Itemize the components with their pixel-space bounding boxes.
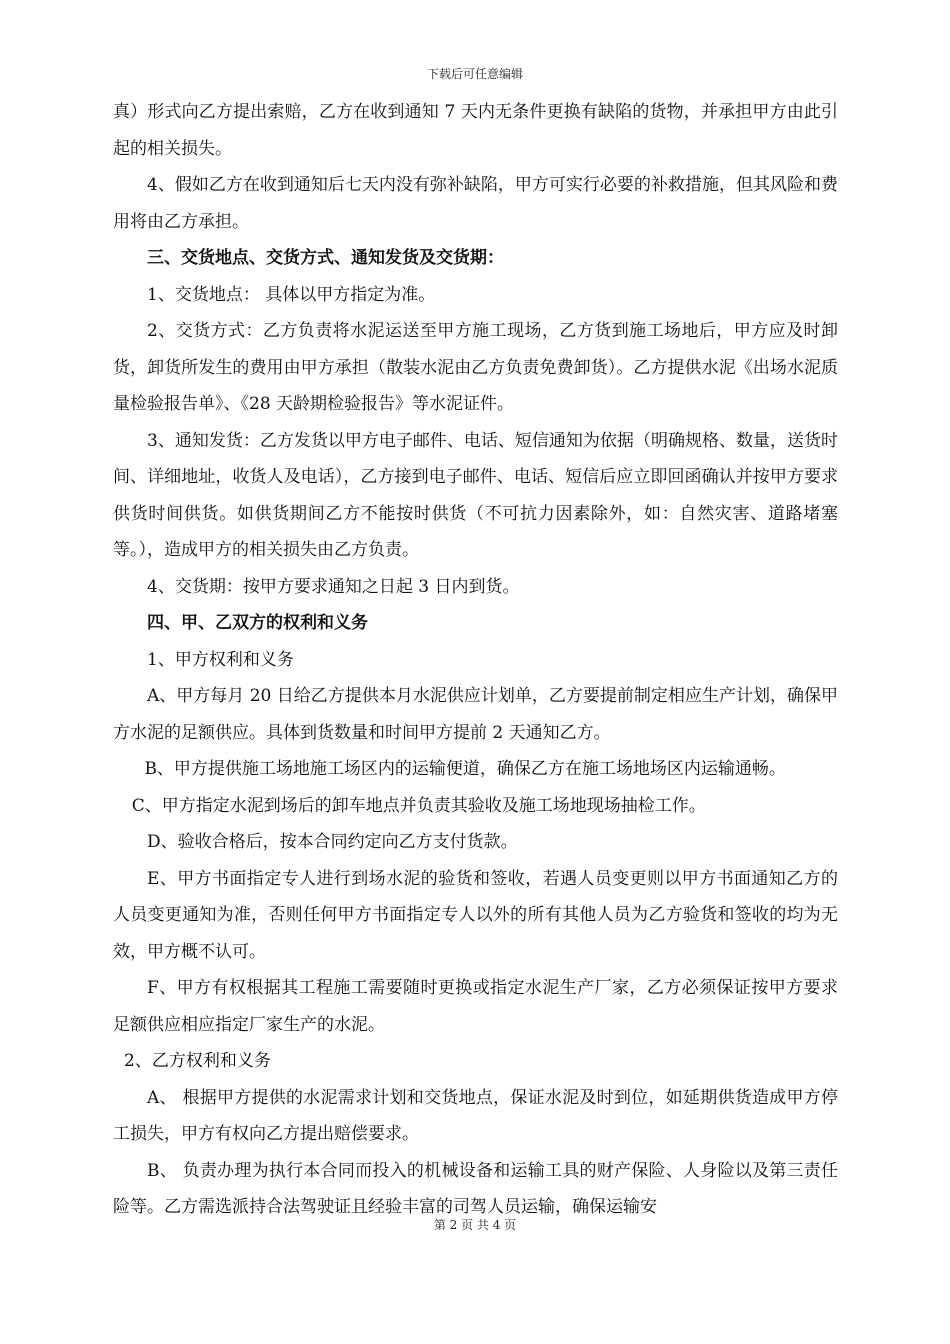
subheading-party-a: 1、甲方权利和义务 [147,649,294,670]
paragraph-shipping-notice: 3、通知发货：乙方发货以甲方电子邮件、电话、短信通知为依据（明确规格、数量，送货时间、详细地址，收货人及电话），乙方接到电子邮件、电话、短信后应立即回函确认并按甲方要求供货时间供货。如供货期间乙方不能按时供货（不可抗力因素除外，如：自然灾害、道路堵塞等。），造成甲方的相关损失由乙方负责。 [113,430,838,560]
paragraph-remedy: 4、假如乙方在收到通知后七天内没有弥补缺陷，甲方可实行必要的补救措施，但其风险和费用将由乙方承担。 [113,175,838,232]
paragraph-delivery-location: 1、交货地点： 具体以甲方指定为准。 [147,284,436,305]
paragraph-delivery-period: 4、交货期：按甲方要求通知之日起 3 日内到货。 [147,576,520,597]
document-body [113,94,838,1226]
paragraph-party-a-item-a: A、甲方每月 20 日给乙方提供本月水泥供应计划单，乙方要提前制定相应生产计划，确保甲方水泥的足额供应。具体到货数量和时间甲方提前 2 天通知乙方。 [113,686,838,743]
paragraph-delivery-method: 2、交货方式：乙方负责将水泥运送至甲方施工现场，乙方货到施工场地后，甲方应及时卸货，卸货所发生的费用由甲方承担（散装水泥由乙方负责免费卸货）。乙方提供水泥《出场水泥质量检验报告单》、《28 天龄期检验报告》等水泥证件。 [113,321,838,414]
subheading-party-b: 2、乙方权利和义务 [124,1051,271,1071]
paragraph-claim-continuation: 真）形式向乙方提出索赔，乙方在收到通知 7 天内无条件更换有缺陷的货物，并承担甲方由此引起的相关损失。 [113,102,838,159]
paragraph-party-a-item-f: F、甲方有权根据其工程施工需要随时更换或指定水泥生产厂家，乙方必须保证按甲方要求足额供应相应指定厂家生产的水泥。 [113,978,838,1035]
page-header: 下载后可任意编辑 [426,67,523,81]
paragraph-party-b-item-b: B、 负责办理为执行本合同而投入的机械设备和运输工具的财产保险、人身险以及第三责任险等。乙方需选派持合法驾驶证且经验丰富的司驾人员运输，确保运输安 [113,1160,838,1217]
section-heading-delivery: 三、交货地点、交货方式、通知发货及交货期： [147,248,504,268]
paragraph-party-a-item-b: B、甲方提供施工场地施工场区内的运输便道，确保乙方在施工场地场区内运输通畅。 [144,759,786,779]
section-heading-rights: 四、甲、乙双方的权利和义务 [147,613,368,633]
page-footer: 第 2 页 共 4 页 [433,1218,517,1232]
paragraph-party-a-item-e: E、甲方书面指定专人进行到场水泥的验货和签收，若遇人员变更则以甲方书面通知乙方的人员变更通知为准，否则任何甲方书面指定专人以外的所有其他人员为乙方验货和签收的均为无效，甲方概不认可。 [113,868,838,962]
paragraph-party-b-item-a: A、 根据甲方提供的水泥需求计划和交货地点，保证水泥及时到位，如延期供货造成甲方停工损失，甲方有权向乙方提出赔偿要求。 [113,1087,838,1144]
paragraph-party-a-item-c: C、甲方指定水泥到场后的卸车地点并负责其验收及施工场地现场抽检工作。 [131,795,706,816]
paragraph-party-a-item-d: D、验收合格后，按本合同约定向乙方支付货款。 [147,832,518,852]
